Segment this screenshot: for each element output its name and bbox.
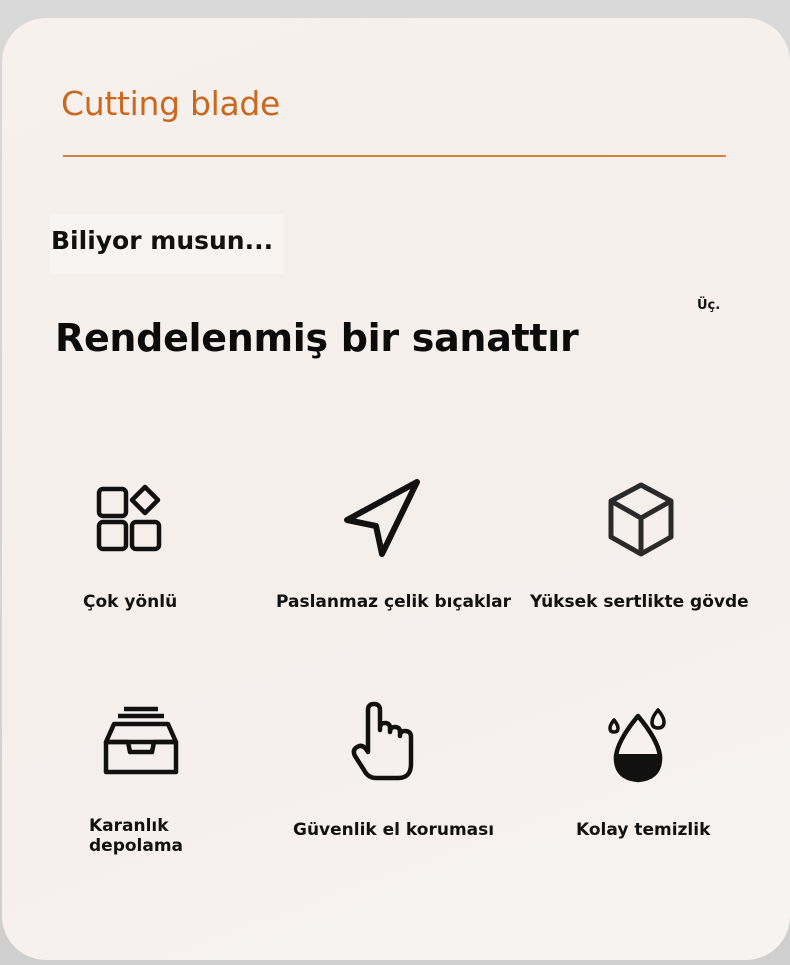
- tagline: Rendelenmiş bir sanattır: [55, 316, 579, 360]
- title-divider: [63, 155, 726, 157]
- pointing-hand-icon: [350, 700, 420, 784]
- feature-label: Güvenlik el koruması: [293, 820, 495, 840]
- feature-label: Çok yönlü: [83, 592, 178, 612]
- storage-tray-icon: [102, 704, 180, 778]
- feature-label: Yüksek sertlikte gövde: [530, 592, 749, 612]
- navigation-arrow-icon: [340, 478, 424, 562]
- water-drop-icon: [608, 706, 672, 786]
- feature-label: Kolay temizlik: [576, 820, 711, 840]
- feature-label: Karanlık depolama: [89, 816, 184, 856]
- apps-grid-icon: [92, 482, 172, 562]
- cube-icon: [605, 480, 677, 560]
- corner-label: Üç.: [697, 298, 721, 313]
- feature-label: Paslanmaz çelik bıçaklar: [276, 592, 512, 612]
- intro-text: Biliyor musun...: [51, 226, 274, 255]
- section-title: Cutting blade: [61, 84, 281, 123]
